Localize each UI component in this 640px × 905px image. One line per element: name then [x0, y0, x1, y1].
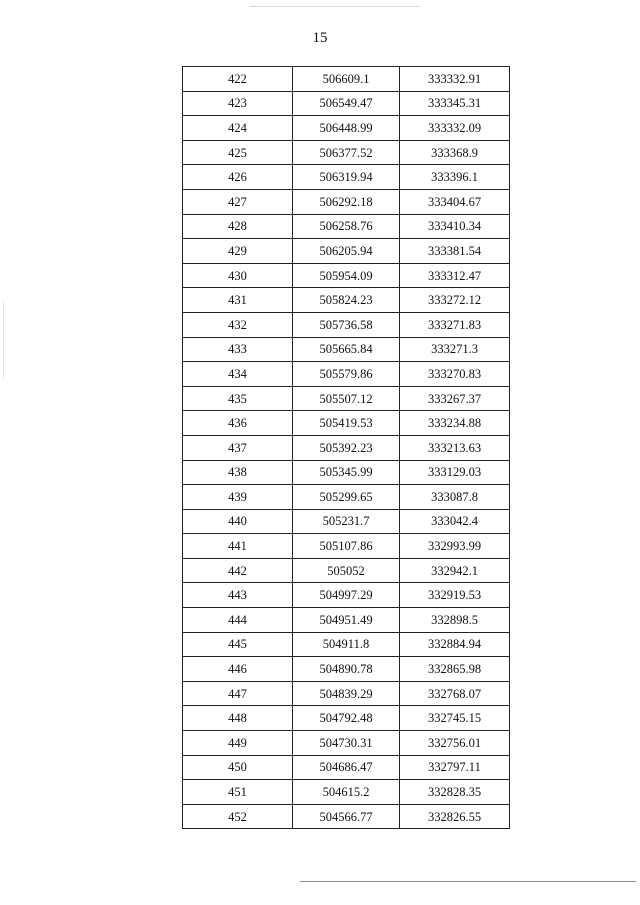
x-coordinate-cell: 504951.49	[293, 608, 400, 633]
point-number-cell: 438	[183, 460, 293, 485]
y-coordinate-cell: 333272.12	[400, 288, 510, 313]
y-coordinate-cell: 332884.94	[400, 632, 510, 657]
x-coordinate-cell: 506319.94	[293, 165, 400, 190]
y-coordinate-cell: 333332.09	[400, 116, 510, 141]
x-coordinate-cell: 505052	[293, 558, 400, 583]
table-row	[183, 706, 510, 731]
point-number-cell: 449	[183, 731, 293, 756]
point-number-cell: 430	[183, 263, 293, 288]
table-row	[183, 485, 510, 510]
x-coordinate-cell: 506258.76	[293, 214, 400, 239]
y-coordinate-cell: 333271.83	[400, 312, 510, 337]
point-number-cell: 444	[183, 608, 293, 633]
table-row	[183, 288, 510, 313]
x-coordinate-cell: 504911.8	[293, 632, 400, 657]
y-coordinate-cell: 332828.35	[400, 780, 510, 805]
table-row	[183, 312, 510, 337]
point-number-cell: 441	[183, 534, 293, 559]
y-coordinate-cell: 333381.54	[400, 239, 510, 264]
y-coordinate-cell: 332768.07	[400, 681, 510, 706]
point-number-cell: 450	[183, 755, 293, 780]
point-number-cell: 428	[183, 214, 293, 239]
point-number-cell: 435	[183, 386, 293, 411]
y-coordinate-cell: 333410.34	[400, 214, 510, 239]
y-coordinate-cell: 332993.99	[400, 534, 510, 559]
x-coordinate-cell: 505392.23	[293, 435, 400, 460]
table-row	[183, 91, 510, 116]
y-coordinate-cell: 333129.03	[400, 460, 510, 485]
y-coordinate-cell: 333087.8	[400, 485, 510, 510]
page-number: 15	[312, 30, 328, 46]
table-row	[183, 583, 510, 608]
table-row	[183, 632, 510, 657]
table-row	[183, 509, 510, 534]
x-coordinate-cell: 506292.18	[293, 189, 400, 214]
point-number-cell: 422	[183, 67, 293, 92]
table-row	[183, 780, 510, 805]
coordinates-table	[182, 66, 510, 829]
y-coordinate-cell: 332826.55	[400, 804, 510, 829]
y-coordinate-cell: 332756.01	[400, 731, 510, 756]
point-number-cell: 451	[183, 780, 293, 805]
point-number-cell: 425	[183, 140, 293, 165]
x-coordinate-cell: 506549.47	[293, 91, 400, 116]
table-row	[183, 214, 510, 239]
y-coordinate-cell: 332865.98	[400, 657, 510, 682]
point-number-cell: 447	[183, 681, 293, 706]
table-row	[183, 165, 510, 190]
x-coordinate-cell: 505231.7	[293, 509, 400, 534]
x-coordinate-cell: 504686.47	[293, 755, 400, 780]
x-coordinate-cell: 504890.78	[293, 657, 400, 682]
point-number-cell: 437	[183, 435, 293, 460]
table-row	[183, 239, 510, 264]
point-number-cell: 446	[183, 657, 293, 682]
y-coordinate-cell: 333271.3	[400, 337, 510, 362]
x-coordinate-cell: 504615.2	[293, 780, 400, 805]
table-row	[183, 263, 510, 288]
x-coordinate-cell: 504792.48	[293, 706, 400, 731]
table-row	[183, 534, 510, 559]
x-coordinate-cell: 505579.86	[293, 362, 400, 387]
coordinates-table-body	[183, 67, 510, 829]
table-row	[183, 67, 510, 92]
table-row	[183, 608, 510, 633]
table-row	[183, 362, 510, 387]
x-coordinate-cell: 504839.29	[293, 681, 400, 706]
x-coordinate-cell: 504997.29	[293, 583, 400, 608]
x-coordinate-cell: 505507.12	[293, 386, 400, 411]
x-coordinate-cell: 505665.84	[293, 337, 400, 362]
y-coordinate-cell: 332919.53	[400, 583, 510, 608]
point-number-cell: 434	[183, 362, 293, 387]
point-number-cell: 445	[183, 632, 293, 657]
x-coordinate-cell: 505736.58	[293, 312, 400, 337]
point-number-cell: 433	[183, 337, 293, 362]
point-number-cell: 440	[183, 509, 293, 534]
point-number-cell: 448	[183, 706, 293, 731]
y-coordinate-cell: 332797.11	[400, 755, 510, 780]
x-coordinate-cell: 505824.23	[293, 288, 400, 313]
point-number-cell: 432	[183, 312, 293, 337]
table-row	[183, 140, 510, 165]
table-row	[183, 116, 510, 141]
x-coordinate-cell: 504566.77	[293, 804, 400, 829]
x-coordinate-cell: 506205.94	[293, 239, 400, 264]
x-coordinate-cell: 504730.31	[293, 731, 400, 756]
scan-bottom-line	[300, 881, 636, 882]
y-coordinate-cell: 333234.88	[400, 411, 510, 436]
point-number-cell: 424	[183, 116, 293, 141]
scan-top-line	[250, 6, 420, 7]
point-number-cell: 436	[183, 411, 293, 436]
y-coordinate-cell: 333368.9	[400, 140, 510, 165]
y-coordinate-cell: 332745.15	[400, 706, 510, 731]
y-coordinate-cell: 333267.37	[400, 386, 510, 411]
y-coordinate-cell: 333213.63	[400, 435, 510, 460]
point-number-cell: 443	[183, 583, 293, 608]
x-coordinate-cell: 505954.09	[293, 263, 400, 288]
table-row	[183, 681, 510, 706]
point-number-cell: 426	[183, 165, 293, 190]
x-coordinate-cell: 505419.53	[293, 411, 400, 436]
table-row	[183, 657, 510, 682]
x-coordinate-cell: 506609.1	[293, 67, 400, 92]
x-coordinate-cell: 506377.52	[293, 140, 400, 165]
y-coordinate-cell: 333345.31	[400, 91, 510, 116]
point-number-cell: 431	[183, 288, 293, 313]
point-number-cell: 429	[183, 239, 293, 264]
table-row	[183, 337, 510, 362]
table-row	[183, 755, 510, 780]
table-row	[183, 558, 510, 583]
table-row	[183, 189, 510, 214]
table-row	[183, 435, 510, 460]
y-coordinate-cell: 333270.83	[400, 362, 510, 387]
table-row	[183, 731, 510, 756]
table-row	[183, 411, 510, 436]
y-coordinate-cell: 333312.47	[400, 263, 510, 288]
point-number-cell: 452	[183, 804, 293, 829]
point-number-cell: 423	[183, 91, 293, 116]
x-coordinate-cell: 505107.86	[293, 534, 400, 559]
x-coordinate-cell: 505299.65	[293, 485, 400, 510]
y-coordinate-cell: 333404.67	[400, 189, 510, 214]
y-coordinate-cell: 333332.91	[400, 67, 510, 92]
x-coordinate-cell: 506448.99	[293, 116, 400, 141]
table-row	[183, 804, 510, 829]
x-coordinate-cell: 505345.99	[293, 460, 400, 485]
y-coordinate-cell: 333042.4	[400, 509, 510, 534]
table-row	[183, 386, 510, 411]
scan-edge-mark	[3, 300, 4, 380]
y-coordinate-cell: 332898.5	[400, 608, 510, 633]
y-coordinate-cell: 333396.1	[400, 165, 510, 190]
point-number-cell: 439	[183, 485, 293, 510]
point-number-cell: 427	[183, 189, 293, 214]
table-row	[183, 460, 510, 485]
y-coordinate-cell: 332942.1	[400, 558, 510, 583]
point-number-cell: 442	[183, 558, 293, 583]
